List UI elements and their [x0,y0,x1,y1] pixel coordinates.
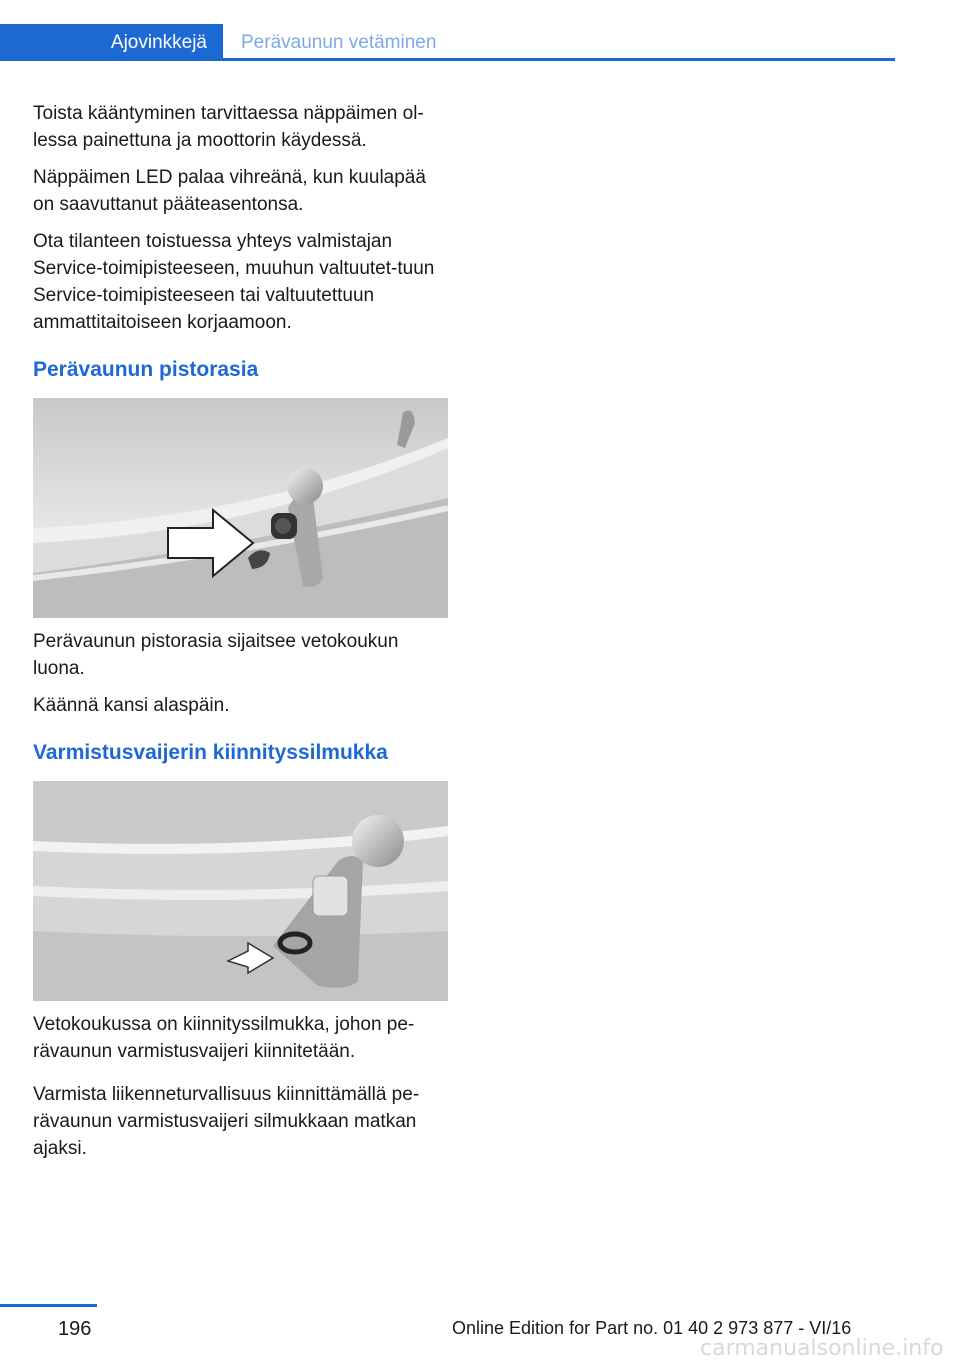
section-heading-socket: Perävaunun pistorasia [33,358,259,381]
trailer-socket-illustration [33,398,448,618]
topic-tab[interactable]: Perävaunun vetäminen [223,24,895,61]
edition-note: Online Edition for Part no. 01 40 2 973 877 - VI/16 [452,1318,852,1338]
page-number-rule [0,1304,97,1307]
paragraph: Käännä kansi alaspäin. [33,695,230,716]
paragraph: Perävaunun pistorasia sijaitsee vetokoukun luona. [33,631,399,679]
section-heading-loop: Varmistusvaijerin kiinnityssilmukka [33,741,388,764]
page-number: 196 [58,1318,92,1340]
watermark: carmanualsonline.info [700,1336,944,1361]
safety-cable-loop-illustration [33,781,448,1001]
page-content [33,100,449,1172]
paragraph: Ota tilanteen toistuessa yhteys valmistajan Service-toimipisteeseen, muuhun valtuutet‐tuun Service-toimipisteeseen tai valtuutettuun ammattitaitoiseen korjaamoon. [33,231,435,333]
paragraph: Toista kääntyminen tarvittaessa näppäimen ol‐lessa painettuna ja moottorin käydessä. [33,103,424,151]
paragraph: Varmista liikenneturvallisuus kiinnittämällä pe‐rävaunun varmistusvaijeri silmukkaan matkan ajaksi. [33,1084,420,1159]
paragraph: Vetokoukussa on kiinnityssilmukka, johon pe‐rävaunun varmistusvaijeri kiinnitetään. [33,1014,415,1062]
section-tab[interactable]: Ajovinkkejä [0,24,223,61]
paragraph: Näppäimen LED palaa vihreänä, kun kuulapää on saavuttanut pääteasentonsa. [33,167,426,215]
header-tabs [0,24,895,61]
